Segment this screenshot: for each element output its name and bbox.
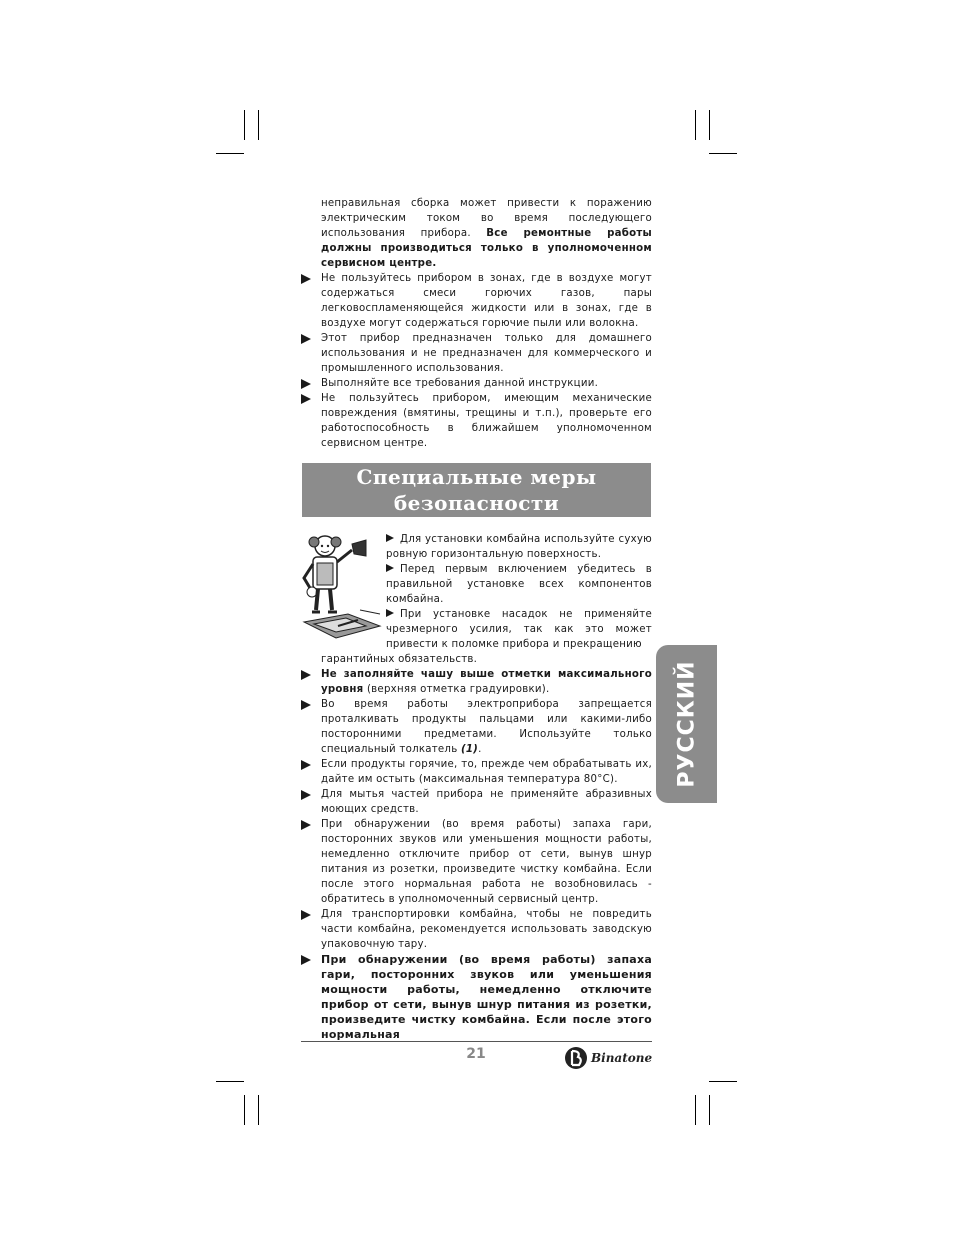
bottom-text-block — [301, 652, 652, 1042]
crop-mark — [258, 1095, 259, 1125]
list-item-text: Не пользуйтесь прибором, имеющим механические повреждения (вмятины, трещины и т.п.), проверьте его работоспособность в ближайшем уполномоченном сервисном центре. — [321, 393, 652, 449]
list-item — [301, 757, 652, 787]
list-item-text: . — [478, 744, 482, 755]
pusher-reference: (1) — [460, 744, 479, 755]
bullet-arrow-icon — [301, 760, 311, 770]
list-item-text: Если продукты горячие, то, прежде чем обрабатывать их, дайте им остыть (максимальная температура 80°С). — [321, 759, 652, 785]
list-item — [301, 952, 652, 1042]
crop-mark — [244, 1095, 245, 1125]
list-item-text: Во время работы электроприбора запрещается проталкивать продукты пальцами или какими-либо посторонними предметами. Используйте только специальный толкатель — [321, 699, 652, 755]
section-title-line1: Специальные меры — [356, 465, 597, 489]
list-item-text: (верхняя отметка градуировки). — [363, 684, 550, 695]
crop-mark — [216, 153, 244, 154]
list-item — [301, 817, 652, 907]
bullet-arrow-icon — [301, 334, 311, 344]
paragraph-repair — [301, 196, 652, 271]
bullet-arrow-icon — [301, 670, 311, 680]
crop-mark — [244, 110, 245, 140]
bullet-arrow-icon — [301, 955, 311, 965]
list-item — [301, 331, 652, 376]
side-item — [386, 562, 652, 607]
binatone-logo-icon — [564, 1046, 588, 1070]
crop-mark — [709, 110, 710, 140]
list-item-bold-text: Не заполняйте чашу выше отметки максимального уровня — [321, 669, 652, 695]
side-item — [386, 532, 652, 562]
crop-mark — [709, 1095, 710, 1125]
repair-bold-text: Все ремонтные работы должны производиться только в уполномоченном сервисном центре. — [321, 228, 652, 269]
side-item-text: Для установки комбайна используйте сухую ровную горизонтальную поверхность. — [386, 534, 652, 560]
list-item-text: Выполняйте все требования данной инструкции. — [321, 378, 599, 389]
chef-with-blender-illustration — [300, 530, 382, 642]
side-tail-text: гарантийных обязательств. — [321, 654, 478, 665]
bullet-arrow-icon — [301, 820, 311, 830]
language-tab-label: РУССКИЙ — [674, 660, 699, 788]
list-item — [301, 376, 652, 391]
brand-logo — [564, 1046, 652, 1070]
bullet-arrow-icon — [301, 700, 311, 710]
section-header — [302, 463, 651, 517]
list-item — [301, 391, 652, 451]
list-item — [301, 697, 652, 757]
crop-mark — [695, 1095, 696, 1125]
top-text-block — [301, 196, 652, 451]
side-item-text: При установке насадок не применяйте чрезмерного усилия, так как это может привести к поломке прибора и прекращению — [386, 609, 652, 650]
page-number: 21 — [466, 1046, 486, 1062]
brand-name: Binatone — [591, 1051, 653, 1065]
list-item-text: Для мытья частей прибора не применяйте абразивных моющих средств. — [321, 789, 652, 815]
crop-mark — [709, 1081, 737, 1082]
side-text-block — [386, 532, 652, 652]
crop-mark — [709, 153, 737, 154]
footer-divider — [301, 1041, 652, 1042]
crop-mark — [258, 110, 259, 140]
bullet-arrow-icon — [386, 564, 394, 572]
side-item — [386, 607, 652, 652]
crop-mark — [695, 110, 696, 140]
repair-plain-text: неправильная сборка может привести к поражению электрическим током во время последующего использования прибора. — [321, 198, 652, 239]
list-item — [301, 667, 652, 697]
list-item — [301, 271, 652, 331]
list-item-text: Этот прибор предназначен только для домашнего использования и не предназначен для коммерческого и промышленного использования. — [321, 333, 652, 374]
crop-mark — [216, 1081, 244, 1082]
section-title-line2: безопасности — [393, 491, 560, 515]
list-item-text: При обнаружении (во время работы) запаха гари, посторонних звуков или уменьшения мощности работы, немедленно отключите прибор от сети, вынув шнур питания из розетки, произведите чистку комбайна. Если после этого нормальная работа не возобновилась - обратитесь в уполномоченный сервисный центр. — [321, 819, 652, 905]
language-tab — [656, 645, 717, 803]
bullet-arrow-icon — [301, 379, 311, 389]
side-item-text: Перед первым включением убедитесь в правильной установке всех компонентов комбайна. — [386, 564, 652, 605]
bullet-arrow-icon — [386, 534, 394, 542]
list-item-bold-text: При обнаружении (во время работы) запаха гари, посторонних звуков или уменьшения мощности работы, немедленно отключите прибор от сети, вынув шнур питания из розетки, произведите чистку комбайна. Если после этого нормальная — [321, 953, 652, 1041]
bullet-arrow-icon — [386, 609, 394, 617]
list-item-text: Для транспортировки комбайна, чтобы не повредить части комбайна, рекомендуется использовать заводскую упаковочную тару. — [321, 909, 652, 950]
bullet-arrow-icon — [301, 910, 311, 920]
list-item — [301, 787, 652, 817]
bullet-arrow-icon — [301, 394, 311, 404]
bullet-arrow-icon — [301, 274, 311, 284]
bullet-arrow-icon — [301, 790, 311, 800]
list-item-text: Не пользуйтесь прибором в зонах, где в воздухе могут содержаться смеси горючих газов, пары легковоспламеняющейся жидкости или в зонах, где в воздухе могут содержаться горючие пыли или волокна. — [321, 273, 652, 329]
list-item — [301, 907, 652, 952]
